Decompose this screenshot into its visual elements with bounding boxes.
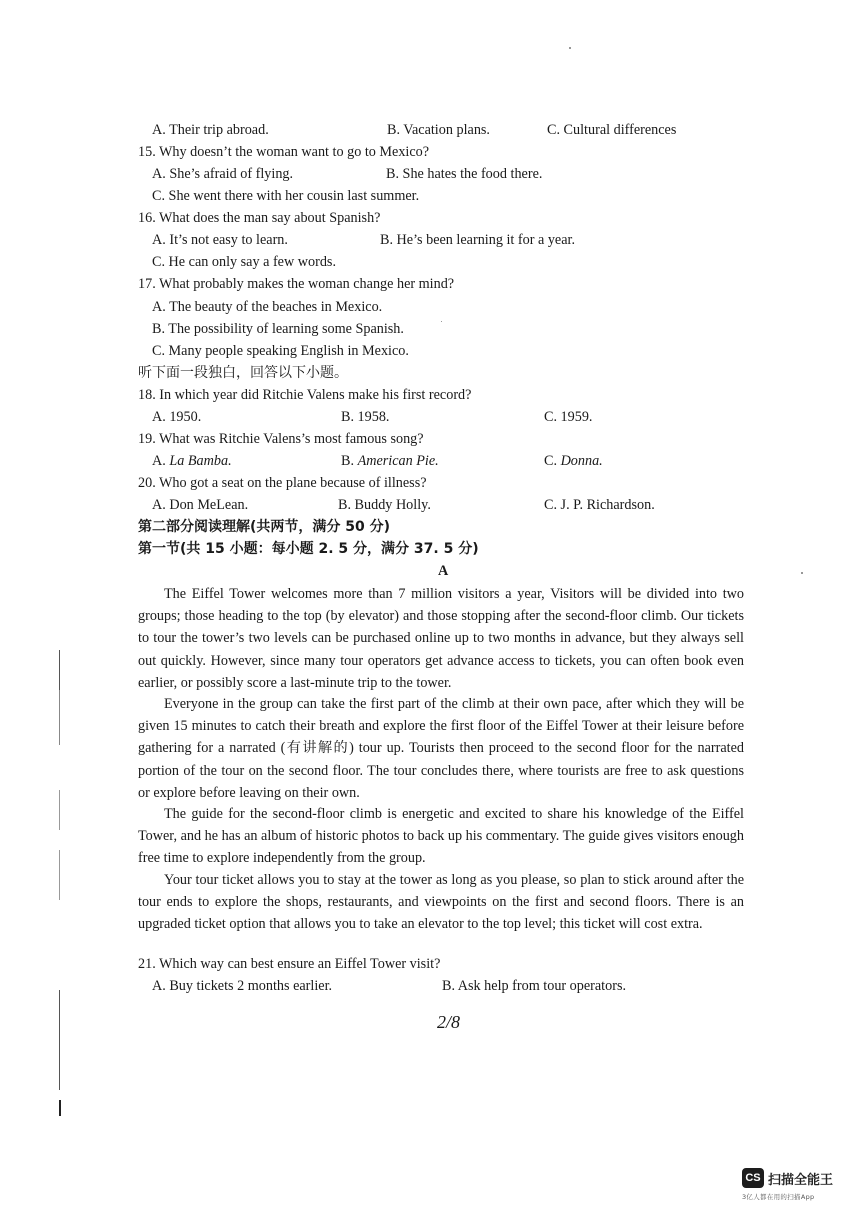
q19-option-b-title: American Pie.	[357, 453, 439, 469]
q19-option-c	[544, 452, 603, 470]
scan-margin-line	[59, 650, 60, 690]
q21-option-b: B. Ask help from tour operators.	[442, 978, 627, 994]
passage-paragraph-2-text: Everyone in the group can take the first part of the climb at their own pace, after which they will be given 15 minutes to catch their breath and explore the first floor of the Eiffel Tower at their leisure before gathering for a narrated (有讲解的) tour up. Tourists then proceed to the second floor for the narrated portion of the tour on the second floor. The tour concludes there, where tourists are free to ask questions or explore before leaving on their own.	[138, 696, 744, 801]
q18-option-b: B. 1958.	[341, 409, 390, 425]
q15-stem: 15. Why doesn’t the woman want to go to Mexico?	[138, 144, 430, 160]
q19-option-b-prefix: B.	[341, 453, 358, 469]
passage-paragraph-2	[138, 693, 744, 804]
q18-option-a: A. 1950.	[152, 409, 202, 425]
q20-option-a: A. Don MeLean.	[152, 497, 249, 513]
scan-margin-line	[59, 790, 60, 830]
q19-option-c-title: Donna.	[560, 453, 603, 469]
passage-paragraph-4	[138, 869, 744, 936]
q14-option-b: B. Vacation plans.	[387, 122, 490, 138]
q17-option-c: C. Many people speaking English in Mexico.	[152, 343, 409, 359]
q17-option-b: B. The possibility of learning some Spanish.	[152, 321, 404, 337]
q20-option-c: C. J. P. Richardson.	[544, 497, 655, 513]
q20-stem: 20. Who got a seat on the plane because of illness?	[138, 475, 427, 491]
passage-letter: A	[438, 563, 449, 579]
passage-paragraph-1-text: The Eiffel Tower welcomes more than 7 million visitors a year, Visitors will be divided into two groups; those heading to the top (by elevator) and those stopping after the second-floor climb. Our tickets to tour the tower’s two levels can be purchased online up to two months in advance, but they always sell out quickly. However, since many tour operators get advance access to tickets, you can often book even earlier, or possibly score a last-minute trip to the tower.	[138, 586, 744, 691]
q18-stem: 18. In which year did Ritchie Valens make his first record?	[138, 387, 472, 403]
q19-option-c-prefix: C.	[544, 453, 561, 469]
q15-option-b: B. She hates the food there.	[386, 166, 543, 182]
q15-option-a: A. She’s afraid of flying.	[152, 166, 294, 182]
section1-heading: 第一节(共 15 小题：每小题 2. 5 分，满分 37. 5 分)	[138, 541, 479, 557]
scanner-tagline: 3亿人都在用的扫描App	[742, 1193, 815, 1201]
q19-stem: 19. What was Ritchie Valens’s most famous song?	[138, 431, 424, 447]
scan-margin-line	[59, 1100, 61, 1116]
q17-stem: 17. What probably makes the woman change her mind?	[138, 276, 455, 292]
scan-margin-line	[59, 690, 60, 745]
q15-option-c: C. She went there with her cousin last summer.	[152, 188, 420, 204]
q14-option-a: A. Their trip abroad.	[152, 122, 269, 138]
page-number: 2/8	[437, 1012, 461, 1032]
q16-stem: 16. What does the man say about Spanish?	[138, 210, 381, 226]
scan-margin-line	[59, 850, 60, 900]
monologue-instruction: 听下面一段独白，回答以下小题。	[138, 365, 348, 381]
q14-option-c: C. Cultural differences	[547, 122, 677, 138]
q19-option-b	[341, 452, 439, 470]
q16-option-b: B. He’s been learning it for a year.	[380, 232, 576, 248]
q21-stem: 21. Which way can best ensure an Eiffel Tower visit?	[138, 956, 441, 972]
scan-margin-line	[59, 990, 60, 1090]
q17-option-a: A. The beauty of the beaches in Mexico.	[152, 299, 383, 315]
passage-paragraph-4-text: Your tour ticket allows you to stay at the tower as long as you please, so plan to stick around after the tour ends to explore the shops, restaurants, and viewpoints on the first and second floors. There is an upgraded ticket option that allows you to take an elevator to the top level; this ticket will cost extra.	[138, 872, 744, 933]
q16-option-a: A. It’s not easy to learn.	[152, 232, 288, 248]
q21-option-a: A. Buy tickets 2 months earlier.	[152, 978, 333, 994]
scan-speck	[441, 321, 442, 322]
q20-option-b: B. Buddy Holly.	[338, 497, 431, 513]
part2-heading: 第二部分阅读理解(共两节，满分 50 分)	[138, 519, 391, 535]
q19-option-a	[152, 452, 232, 470]
q16-option-c: C. He can only say a few words.	[152, 254, 336, 270]
scanner-logo-icon: CS	[742, 1168, 764, 1188]
q19-option-a-prefix: A.	[152, 453, 170, 469]
scan-speck	[569, 47, 571, 49]
scanner-app-name: 扫描全能王	[768, 1173, 834, 1188]
passage-paragraph-1	[138, 583, 744, 694]
scan-speck	[801, 572, 803, 574]
passage-paragraph-3	[138, 803, 744, 870]
q19-option-a-title: La Bamba.	[169, 453, 232, 469]
q18-option-c: C. 1959.	[544, 409, 593, 425]
passage-paragraph-3-text: The guide for the second-floor climb is energetic and excited to share his knowledge of the Eiffel Tower, and he has an album of historic photos to back up his commentary. The guide gives visitors enough free time to explore independently from the group.	[138, 806, 744, 867]
